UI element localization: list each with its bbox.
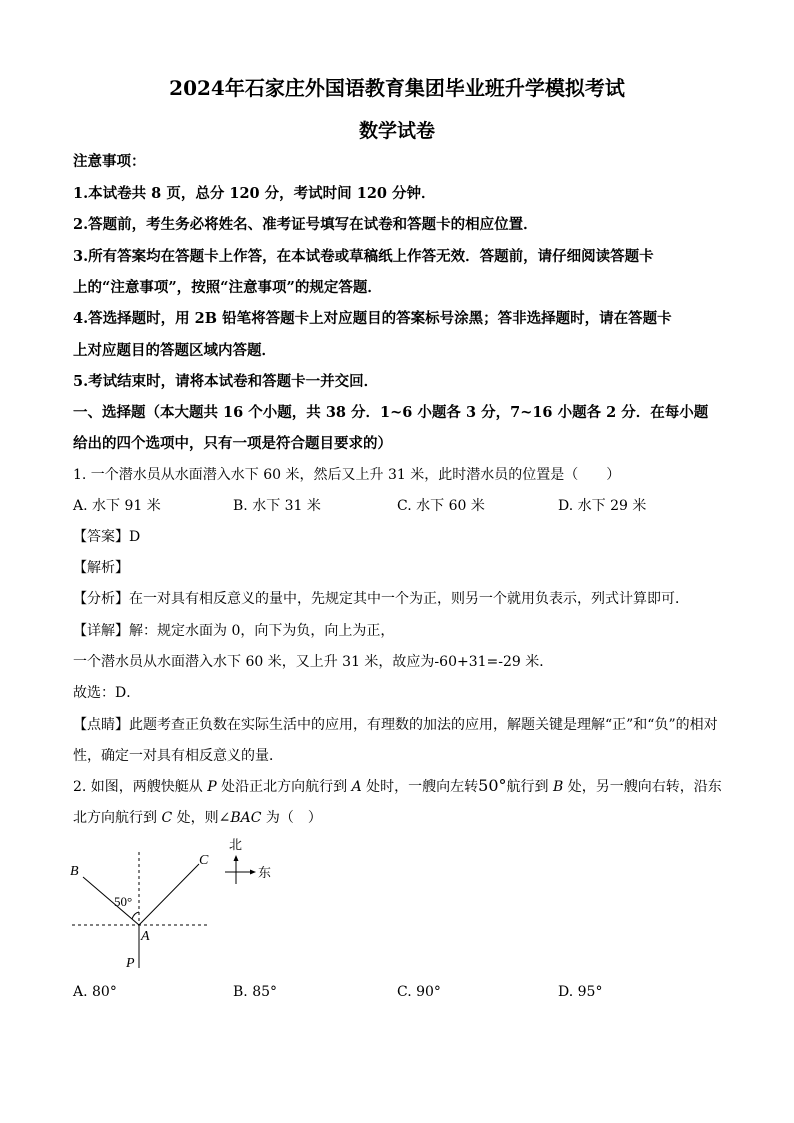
q1-xiangjie: 【详解】解：规定水面为 0，向下为负，向上为正， — [73, 623, 395, 639]
q1-stem: 1. 一个潜水员从水面潜入水下 60 米，然后又上升 31 米，此时潜水员的位置是（ ） — [73, 467, 621, 483]
q2-option-c: C. 90° — [397, 984, 441, 1000]
q1-choice: 故选：D． — [73, 685, 141, 701]
label-north: 北 — [229, 837, 243, 852]
q2-point-c: C — [161, 810, 173, 826]
q2-option-d: D. 95° — [558, 984, 603, 1000]
q2-stem-text: 2. 如图，两艘快艇从 — [73, 779, 208, 795]
north-arrow-icon — [234, 855, 239, 861]
q1-option-b: B. 水下 31 米 — [233, 498, 321, 514]
q1-answer: 【答案】D — [73, 529, 141, 545]
q1-dianjing: 【点睛】此题考查正负数在实际生活中的应用，有理数的加法的应用，解题关键是理解“正”和“负”的相对 — [73, 717, 718, 733]
q2-stem-text: 航行到 — [506, 779, 553, 795]
q1-analysis-label: 【解析】 — [73, 560, 129, 576]
q2-point-a: A — [351, 779, 362, 795]
q2-option-b: B. 85° — [233, 984, 278, 1000]
q2-stem-text: 为（ ） — [261, 810, 322, 826]
note-5: 5.考试结束时，请将本试卷和答题卡一并交回． — [73, 373, 379, 390]
label-east: 东 — [258, 865, 272, 880]
label-a: A — [141, 929, 150, 944]
note-1: 1.本试卷共 8 页，总分 120 分，考试时间 120 分钟． — [73, 185, 436, 202]
east-arrow-icon — [250, 870, 256, 875]
q2-stem-text: 处沿正北方向航行到 — [216, 779, 352, 795]
q1-calc: 一个潜水员从水面潜入水下 60 米，又上升 31 米，故应为-60+31=-29 米． — [73, 654, 554, 670]
q2-diagram — [68, 830, 288, 978]
segment-ac — [139, 864, 199, 925]
label-c: C — [199, 853, 209, 868]
q2-point-b: B — [552, 779, 564, 795]
notes-heading: 注意事项： — [73, 153, 146, 170]
label-angle-50: 50° — [114, 894, 133, 909]
q2-stem-text: 处，另一艘向右转，沿东 — [563, 779, 722, 795]
q2-option-a: A. 80° — [73, 984, 117, 1000]
q1-option-c: C. 水下 60 米 — [397, 498, 485, 514]
q1-option-a: A. 水下 91 米 — [73, 498, 161, 514]
label-b: B — [70, 864, 79, 879]
q2-angle-value: 50° — [478, 776, 507, 795]
note-4-cont: 上对应题目的答题区域内答题． — [73, 342, 276, 359]
q1-dianjing-cont: 性，确定一对具有相反意义的量． — [73, 748, 283, 764]
section-heading: 一、选择题（本大题共 16 个小题，共 38 分．1~6 小题各 3 分，7~16 小题各 2 分．在每小题 — [73, 404, 709, 421]
q2-stem-text: 处，则∠ — [172, 810, 231, 826]
q2-stem-text: 北方向航行到 — [73, 810, 162, 826]
note-3: 3.所有答案均在答题卡上作答，在本试卷或草稿纸上作答无效．答题前，请仔细阅读答题卡 — [73, 248, 654, 265]
note-2: 2.答题前，考生务必将姓名、准考证号填写在试卷和答题卡的相应位置． — [73, 216, 538, 233]
q2-stem-line2 — [73, 807, 723, 827]
q2-angle-bac: BAC — [230, 810, 262, 826]
page-subtitle: 数学试卷 — [358, 120, 435, 142]
note-4: 4.答选择题时，用 2B 铅笔将答题卡上对应题目的答案标号涂黑；答非选择题时，请在答题卡 — [73, 310, 672, 327]
q2-stem-text: 处时，一艘向左转 — [361, 779, 479, 795]
section-heading-cont: 给出的四个选项中，只有一项是符合题目要求的） — [73, 435, 392, 452]
q1-option-d: D. 水下 29 米 — [558, 498, 647, 514]
note-3-cont: 上的“注意事项”，按照“注意事项”的规定答题． — [73, 279, 382, 296]
q2-stem-line1 — [73, 776, 723, 796]
q2-point-p: P — [207, 779, 217, 795]
q1-fenxi: 【分析】在一对具有相反意义的量中，先规定其中一个为正，则另一个就用负表示，列式计算即可． — [73, 591, 689, 607]
q2-figure — [68, 830, 288, 978]
angle-arc — [132, 912, 139, 919]
page-title: 2024年石家庄外国语教育集团毕业班升学模拟考试 — [169, 76, 625, 100]
label-p: P — [126, 956, 135, 971]
